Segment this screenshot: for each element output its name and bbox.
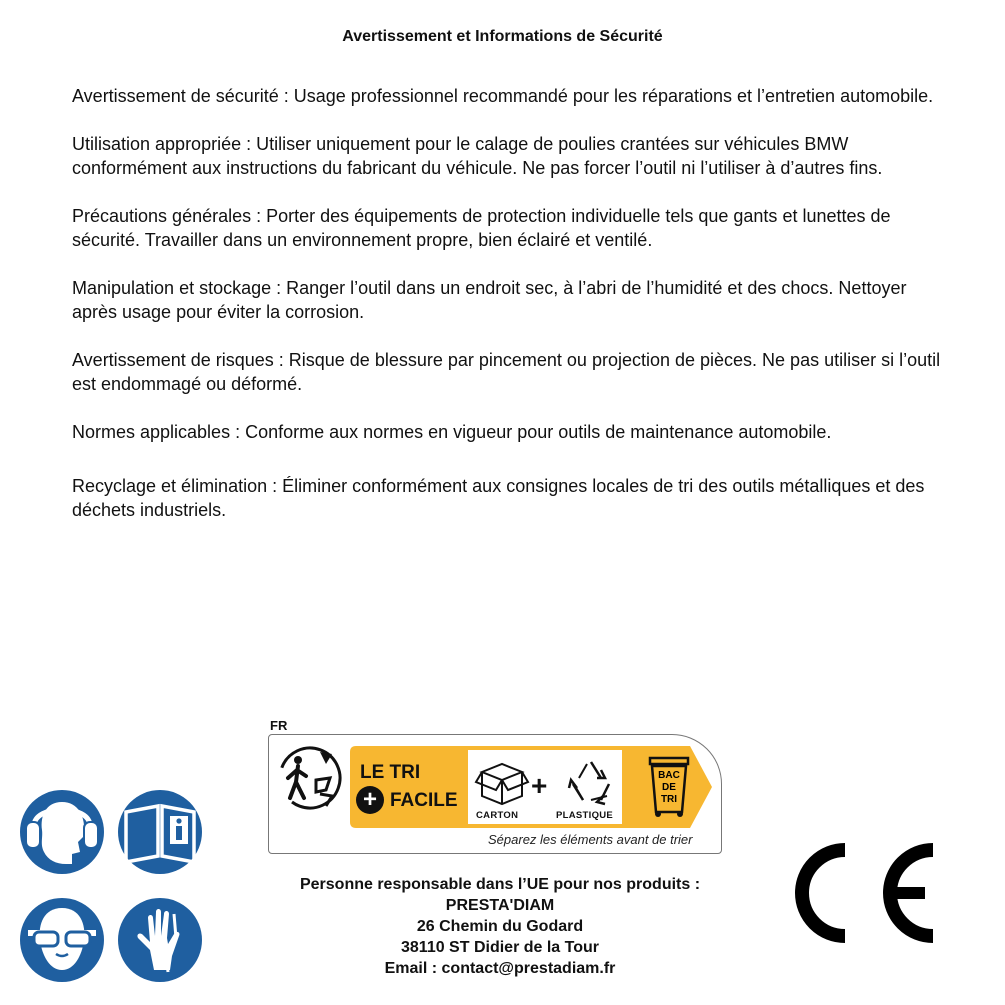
bin-label-line3: TRI: [660, 794, 678, 805]
plus-badge: +: [356, 786, 384, 814]
paragraph-safety-warning: Avertissement de sécurité : Usage professionnel recommandé pour les réparations et l’entretien automobile.: [72, 86, 934, 106]
paragraph-risk-warning: Avertissement de risques : Risque de blessure par pincement ou projection de pièces. Ne pas utiliser si l’outil est endommagé ou déformé.: [72, 350, 941, 394]
sorting-bin-icon: [648, 754, 690, 818]
carton-box-icon: [474, 756, 530, 808]
company-email: Email : contact@prestadiam.fr: [384, 960, 616, 977]
tri-facile-line2: FACILE: [390, 790, 458, 811]
carton-label: CARTON: [476, 810, 519, 821]
plus-separator: +: [531, 770, 548, 801]
company-street: 26 Chemin du Godard: [416, 918, 584, 935]
responsible-person-block: [250, 874, 750, 979]
tri-facile-line1: LE TRI: [360, 762, 421, 783]
responsible-heading: Personne responsable dans l’UE pour nos produits :: [299, 876, 701, 893]
read-manual-icon: [114, 786, 206, 878]
gloves-icon: [114, 894, 206, 986]
bin-label-line2: DE: [662, 782, 676, 793]
bin-label-line1: BAC: [658, 770, 680, 781]
company-city: 38110 ST Didier de la Tour: [401, 939, 599, 956]
eye-protection-icon: [16, 894, 108, 986]
company-name: PRESTA'DIAM: [445, 897, 555, 914]
paragraph-standards: Normes applicables : Conforme aux normes en vigueur pour outils de maintenance automobile.: [72, 422, 832, 442]
triman-icon: [276, 744, 344, 812]
safety-text: [72, 84, 942, 546]
sorting-note: Séparez les éléments avant de trier: [488, 832, 693, 847]
country-label: FR: [270, 718, 288, 733]
ce-mark-icon: [795, 842, 941, 944]
page-title: Avertissement et Informations de Sécurité: [342, 28, 663, 45]
ear-protection-icon: [16, 786, 108, 878]
plastic-label: PLASTIQUE: [556, 810, 614, 821]
paragraph-general-precautions: Précautions générales : Porter des équipements de protection individuelle tels que gants et lunettes de sécurité. Travailler dans un environnement propre, bien éclairé et ventilé.: [72, 206, 891, 250]
recycle-plastic-icon: [563, 756, 619, 808]
paragraph-handling-storage: Manipulation et stockage : Ranger l’outil dans un endroit sec, à l’abri de l’humidité et des chocs. Nettoyer après usage pour éviter la corrosion.: [72, 278, 907, 322]
paragraph-appropriate-use: Utilisation appropriée : Utiliser uniquement pour le calage de poulies crantées sur véhicules BMW conformément aux instructions du fabricant du véhicule. Ne pas forcer l’outil ni l’utiliser à d’autres fins.: [72, 134, 883, 178]
paragraph-recycling: Recyclage et élimination : Éliminer conformément aux consignes locales de tri des outils métalliques et des déchets industriels.: [72, 476, 925, 520]
